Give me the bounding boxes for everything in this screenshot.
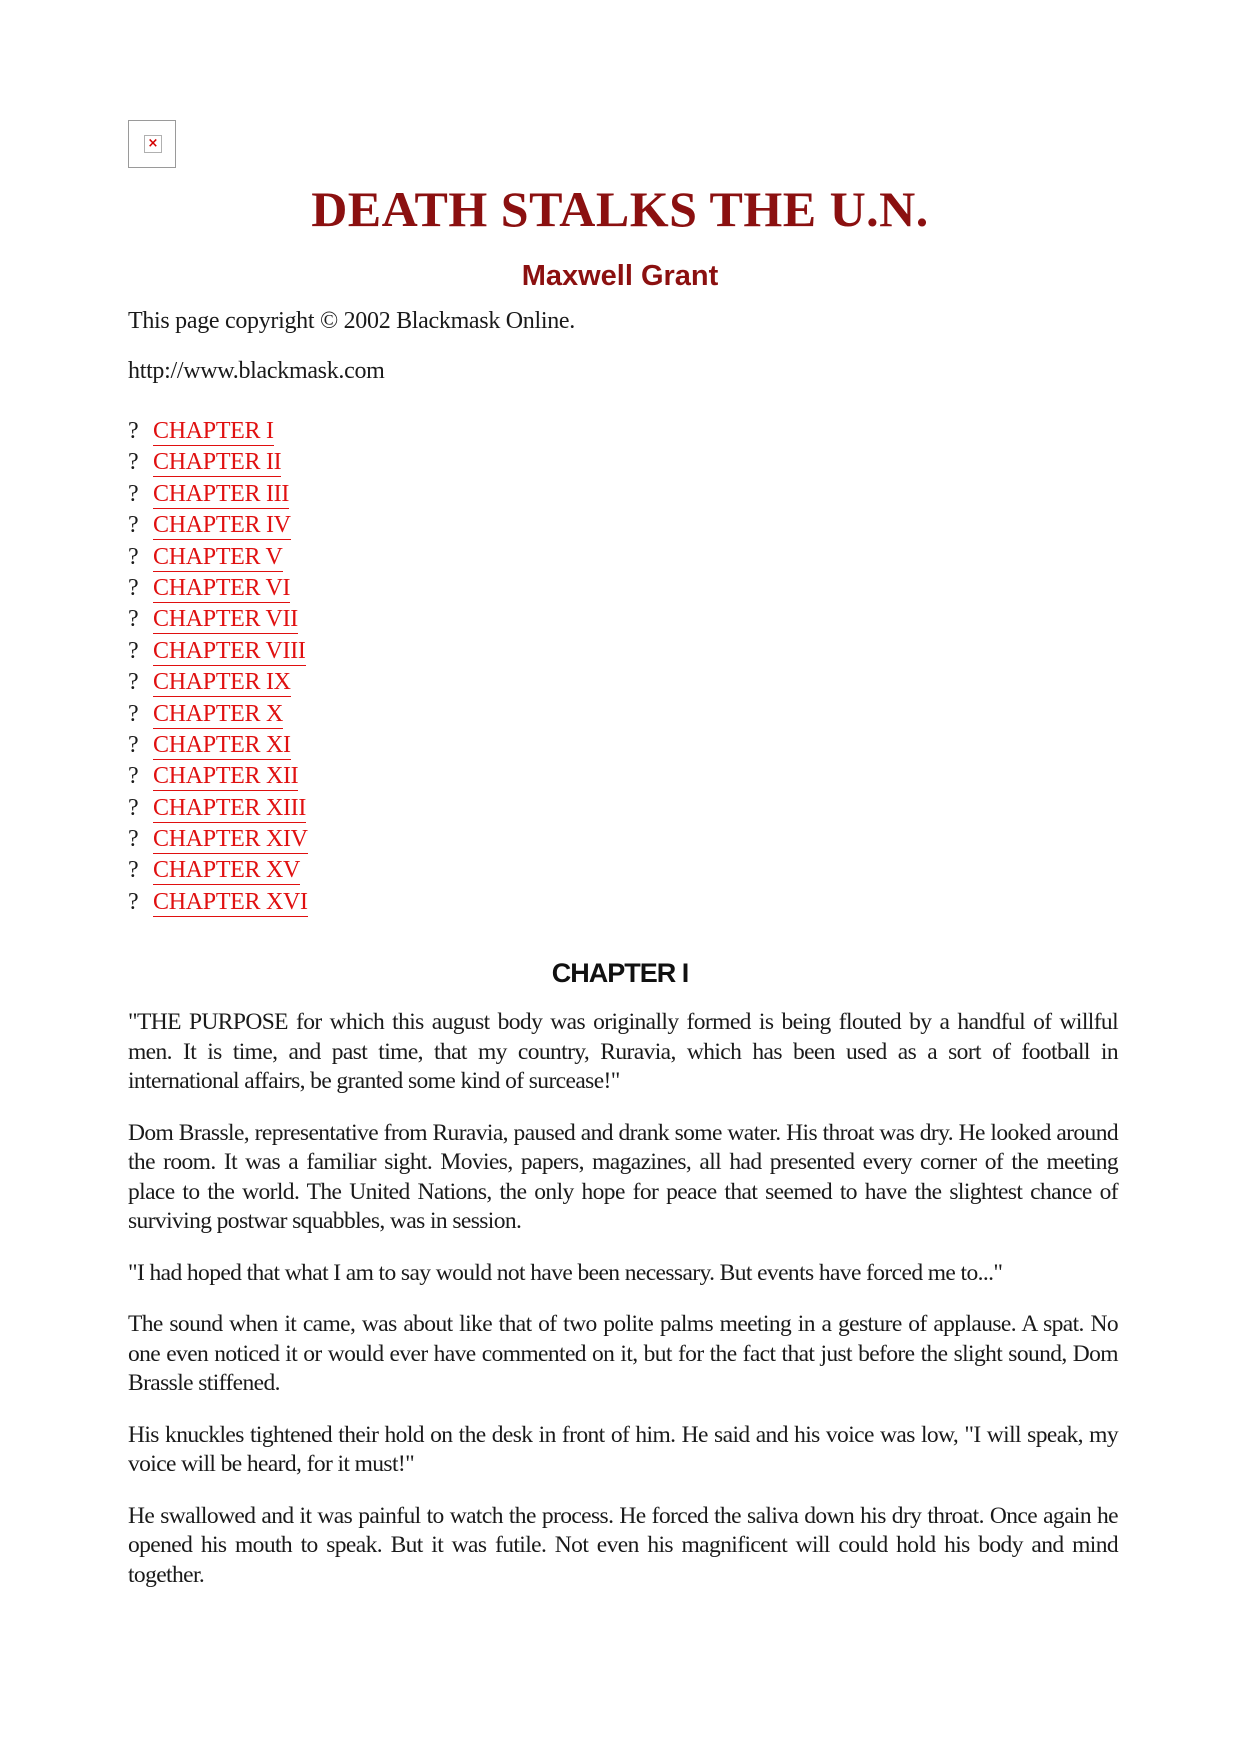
- toc-item: [128, 636, 308, 667]
- broken-image-icon: [128, 120, 176, 168]
- toc-link-chapter-13[interactable]: CHAPTER XIII: [153, 794, 307, 821]
- toc-item: [128, 604, 308, 635]
- chapter-heading: CHAPTER I: [551, 958, 689, 988]
- toc-bullet: ?: [128, 731, 139, 758]
- toc-link-chapter-3[interactable]: CHAPTER III: [153, 480, 290, 507]
- website-url: http://www.blackmask.com: [128, 358, 385, 384]
- chapter-body: [128, 1008, 1118, 1612]
- toc-bullet: ?: [128, 700, 139, 727]
- toc-link-chapter-15[interactable]: CHAPTER XV: [153, 857, 301, 884]
- toc-link-chapter-11[interactable]: CHAPTER XI: [153, 731, 291, 758]
- toc-link-chapter-5[interactable]: CHAPTER V: [153, 543, 283, 570]
- toc-item: [128, 761, 308, 792]
- toc-item: [128, 542, 308, 573]
- toc-bullet: ?: [128, 888, 139, 915]
- toc-item: [128, 573, 308, 604]
- table-of-contents: [128, 416, 308, 918]
- paragraph: The sound when it came, was about like that of two polite palms meeting in a gesture of applause. A spat. No one even noticed it or would ever have commented on it, but for the fact that just before the slight sound, Dom Brassle stiffened.: [128, 1311, 1118, 1396]
- paragraph: "THE PURPOSE for which this august body was originally formed is being flouted by a handful of willful men. It is time, and past time, that my country, Ruravia, which has been used as a sort of football in international affairs, be granted some kind of surcease!": [128, 1009, 1118, 1094]
- author-name: Maxwell Grant: [521, 260, 719, 292]
- paragraph: He swallowed and it was painful to watch the process. He forced the saliva down his dry throat. Once again he opened his mouth to speak. But it was futile. Not even his magnificent will could hold his body and mind together.: [128, 1502, 1118, 1588]
- toc-bullet: ?: [128, 480, 139, 507]
- copyright-notice: This page copyright © 2002 Blackmask Online.: [128, 308, 575, 334]
- toc-link-chapter-6[interactable]: CHAPTER VI: [153, 574, 291, 601]
- toc-bullet: ?: [128, 669, 139, 696]
- toc-item: [128, 667, 308, 698]
- toc-bullet: ?: [128, 606, 139, 633]
- toc-bullet: ?: [128, 574, 139, 601]
- toc-bullet: ?: [128, 512, 139, 539]
- toc-bullet: ?: [128, 543, 139, 570]
- toc-item: [128, 855, 308, 886]
- toc-link-chapter-16[interactable]: CHAPTER XVI: [153, 888, 308, 915]
- toc-bullet: ?: [128, 857, 139, 884]
- toc-link-chapter-14[interactable]: CHAPTER XIV: [153, 826, 308, 853]
- toc-bullet: ?: [128, 794, 139, 821]
- toc-link-chapter-4[interactable]: CHAPTER IV: [153, 512, 291, 539]
- toc-link-chapter-8[interactable]: CHAPTER VIII: [153, 637, 306, 664]
- toc-item: [128, 824, 308, 855]
- paragraph: "I had hoped that what I am to say would not have been necessary. But events have forced me to...": [128, 1259, 1003, 1286]
- toc-bullet: ?: [128, 418, 139, 444]
- toc-item: [128, 510, 308, 541]
- toc-bullet: ?: [128, 826, 139, 853]
- toc-bullet: ?: [128, 637, 139, 664]
- paragraph: Dom Brassle, representative from Ruravia, paused and drank some water. His throat was dry. He looked around the room. It was a familiar sight. Movies, papers, magazines, all had presented every corner of the meeting place to the world. The United Nations, the only hope for peace that seemed to have the slightest chance of surviving postwar squabbles, was in session.: [128, 1119, 1118, 1234]
- toc-bullet: ?: [128, 763, 139, 790]
- toc-link-chapter-10[interactable]: CHAPTER X: [153, 700, 283, 727]
- toc-item: [128, 730, 308, 761]
- document-title: DEATH STALKS THE U.N.: [311, 181, 929, 237]
- toc-item: [128, 887, 308, 918]
- toc-item: [128, 479, 308, 510]
- toc-link-chapter-7[interactable]: CHAPTER VII: [153, 606, 298, 633]
- toc-link-chapter-1[interactable]: CHAPTER I: [153, 418, 274, 444]
- toc-link-chapter-9[interactable]: CHAPTER IX: [153, 669, 291, 696]
- toc-bullet: ?: [128, 449, 139, 476]
- toc-link-chapter-12[interactable]: CHAPTER XII: [153, 763, 299, 790]
- toc-item: [128, 416, 308, 447]
- broken-image-x-icon: ×: [144, 135, 162, 153]
- toc-item: [128, 699, 308, 730]
- toc-link-chapter-2[interactable]: CHAPTER II: [153, 449, 282, 476]
- paragraph: His knuckles tightened their hold on the desk in front of him. He said and his voice was low, "I will speak, my voice will be heard, for it must!": [128, 1421, 1118, 1477]
- toc-item: [128, 793, 308, 824]
- toc-item: [128, 447, 308, 478]
